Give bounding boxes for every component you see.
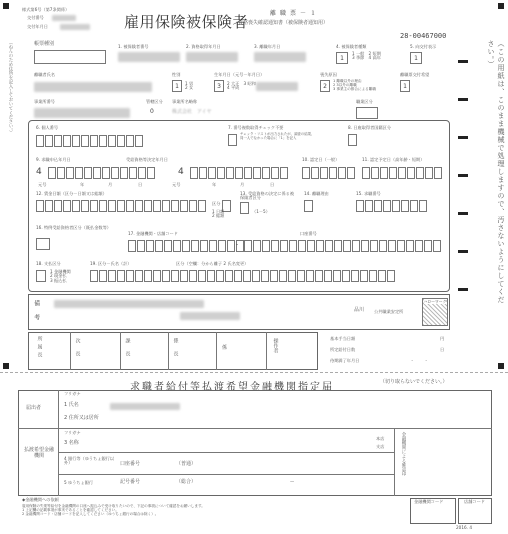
- label-daily-wage: 12. 賃金日額（区分－日額又は総額）: [36, 191, 107, 196]
- store-code-label: 店舗コード: [464, 499, 485, 504]
- unit-day-2: 日: [270, 182, 275, 187]
- label-insured-type: 4. 被保険者種類: [336, 44, 367, 49]
- date-prefix-2: 4: [178, 167, 184, 177]
- label-occupation: 職業区分: [356, 99, 373, 104]
- office-name-value: 株式会社 アイヤ: [172, 109, 212, 115]
- remarks-label: 備考: [32, 300, 40, 328]
- bank-code-cells: [128, 240, 244, 252]
- insured-class-box: [240, 202, 249, 214]
- wait-end-mark-1: ・: [410, 358, 415, 363]
- unit-year-2: 年: [212, 182, 217, 187]
- confirm-divider: [394, 428, 395, 496]
- label-office-name: 事業所名略称: [172, 99, 198, 104]
- label-nationality: 8. 日雇取得者国籍区分: [348, 125, 392, 130]
- bank-code-label: 金融機関コード: [414, 499, 444, 504]
- duplicate-check-box: [228, 134, 237, 146]
- base-amount-unit: 円: [440, 336, 445, 341]
- signoff-divider-1: [70, 332, 71, 370]
- label-gender: 性別: [172, 72, 181, 77]
- form-type-box: [34, 50, 106, 64]
- account-number-cells: [244, 240, 441, 252]
- leave-reason-box: [304, 200, 313, 212]
- bank-code-dash: -: [236, 241, 239, 248]
- unit-era-1: 元号: [38, 182, 47, 187]
- bottom-col-divider: [58, 390, 59, 496]
- occupation-box: [356, 107, 378, 119]
- daily-wage-cells: [36, 200, 206, 212]
- gender-options: 1 男 2 女: [185, 81, 194, 91]
- bottom-title: 求職者給付等払渡希望金融機関指定届: [130, 382, 334, 393]
- postal-bank-label: 5 ゆうちょ銀行: [64, 480, 94, 485]
- label-account-number: 口座番号: [300, 231, 317, 236]
- right-side-note: （この用紙は、このまま機械で処理しますので、汚さないようにしてください。）: [487, 40, 505, 304]
- duplicate-check-note: チェック・リストが出力されたが、調査の結果、同一人でなかった場合に「1」を記入: [240, 132, 315, 140]
- label-name: 離職者氏名: [34, 72, 55, 77]
- stamp-text: ハローワーク: [423, 299, 447, 304]
- job-application-date-cells: [48, 167, 155, 179]
- date-prefix-1: 4: [36, 167, 42, 177]
- label-planned-date: 11. 認定予定日（高年齢・短期）: [362, 157, 425, 162]
- role-dept-head: 所属長: [36, 336, 43, 360]
- label-leave-date: 3. 離職年月日: [254, 44, 281, 49]
- account-type: （普通）: [176, 461, 197, 467]
- applicant-label: 届出者: [26, 405, 42, 411]
- label-office-number: 事業所番号: [34, 99, 55, 104]
- bank-type-label: 4 銀行等（ゆうちょ銀行以外）: [64, 456, 115, 466]
- document-number: 28-00467000: [400, 32, 447, 40]
- reissue-request-value: 1: [400, 80, 410, 92]
- registration-mark-tr: [498, 3, 504, 9]
- label-acquire-date: 2. 資格取得年月日: [186, 44, 221, 49]
- registration-mark-br: [498, 363, 504, 369]
- office-stamp: [422, 298, 448, 326]
- signoff-divider-2: [120, 332, 121, 370]
- birth-era-value: 3: [214, 80, 224, 92]
- planned-date-cells: [362, 167, 442, 179]
- symbol-number-label: 記号番号: [120, 479, 141, 485]
- unit-year-1: 年: [80, 182, 85, 187]
- unit-era-2: 元号: [172, 182, 181, 187]
- applicant-name-label: 1 氏名: [64, 402, 79, 408]
- notes-title: ◆金融機関への依頼: [22, 497, 59, 502]
- label-bank-code: 17. 金融機関・店舗コード: [128, 231, 178, 236]
- bank-row-divider-2: [58, 474, 394, 475]
- redacted-leave-date: [254, 52, 306, 62]
- insured-type-options: 1 一般 2 短期 3 季節 4 高年: [352, 51, 381, 61]
- label-special-class: 16. 特例受給資格者区分（既払金数等）: [36, 225, 111, 230]
- edge-dashes: [458, 60, 472, 350]
- applicant-address-label: 2 住所又は居所: [64, 415, 99, 421]
- wage-class-options: 1 日額 2 総額: [212, 209, 225, 219]
- label-region: 管轄区分: [146, 99, 163, 104]
- form-number-label: 交付番号: [27, 15, 44, 20]
- certification-date-cells: [302, 167, 355, 179]
- symbol-type: （総合）: [176, 479, 197, 485]
- signoff-divider-3: [168, 332, 169, 370]
- nationality-box: [348, 134, 357, 146]
- bottom-row-divider: [18, 428, 492, 429]
- notes-body: 雇用保険の失業等給付を金融機関の口座へ振込みで受け取りたいので、下記の事項について確認をお願いします。 1 上記欄の記載事項が事実であることを確認してください。 2 金融機関コード・店舗コードを記入してください（ゆうちょ銀行の場合は除く）。: [22, 504, 205, 516]
- reissue-value: 1: [410, 52, 422, 64]
- unit-month-2: 月: [240, 182, 245, 187]
- role-deputy: 次長: [74, 338, 81, 364]
- bank-row-divider-1: [58, 452, 394, 453]
- bank-confirm-label: 金融機関による確認印: [401, 432, 406, 476]
- bottom-title-note: （切り取らないでください。）: [380, 379, 448, 385]
- label-job-number: 15. 求職番号: [356, 191, 381, 196]
- gender-value: 1: [172, 80, 182, 92]
- role-unit-chief: 係長: [172, 338, 179, 364]
- unit-month-1: 月: [108, 182, 113, 187]
- symbol-dash: —: [290, 479, 295, 484]
- role-operator: 操作者: [272, 338, 279, 353]
- label-loss-reason: 喪失原因: [320, 72, 337, 77]
- label-job-application-date: 9. 求職申込年月日: [36, 157, 71, 162]
- left-side-note: （ねんのため住所を記入しておいてください。）: [8, 40, 13, 135]
- eligibility-date-cells: [190, 167, 288, 179]
- region-value: 0: [150, 108, 154, 115]
- redacted-office-number: [34, 108, 130, 118]
- signoff-divider-4: [216, 332, 217, 370]
- insured-class-options: （1－5）: [252, 209, 270, 214]
- label-insured-class: 13. 受給資格の決定に係る被保険者区分: [240, 191, 295, 201]
- label-duplicate-check: 7. 番号複数取得チェック不要: [228, 125, 284, 130]
- payment-type-box: [36, 270, 46, 282]
- role-staff: 係: [222, 345, 228, 351]
- redacted-remarks-2: [180, 312, 240, 320]
- payment-type-options: 1 金融機関 2 現金払 3 振込払: [50, 269, 71, 283]
- label-benefit-days: 所定給付日数: [330, 347, 356, 352]
- registration-mark-bl: [3, 363, 9, 369]
- bank-name-label: 3 名称: [64, 440, 79, 446]
- furigana-1: フリガナ: [64, 391, 81, 396]
- account-number-label: 口座番号: [120, 461, 141, 467]
- special-class-box: [36, 238, 50, 250]
- payee-label: 払渡希望金融機関: [23, 447, 54, 459]
- loss-reason-options: 1 離職以外の理由 2 3以外の離職 3 事業主の都合による離職: [333, 79, 376, 91]
- role-section-chief: 課長: [124, 338, 131, 364]
- label-eligibility-date: 受給資格等決定年月日: [126, 157, 168, 162]
- label-payment-type: 18. 支払区分: [36, 261, 61, 266]
- label-name-class-sub: 区分（空欄：分から離子 2 氏名変更）: [176, 261, 249, 266]
- subtitle-top: 離職票－１: [270, 10, 321, 17]
- redacted-issue-date: [60, 24, 90, 30]
- unit-day-1: 日: [138, 182, 143, 187]
- label-certification-date: 10. 認定日（一般）: [302, 157, 340, 162]
- label-base-amount: 基本手当日額: [330, 336, 356, 341]
- label-personal-number: 6. 個人番号: [36, 125, 59, 130]
- subtitle-bottom: 資格喪失確認通知書（被保険者通知用）: [238, 20, 329, 26]
- loss-reason-value: 2: [320, 80, 330, 92]
- label-form-type: 帳票種別: [34, 41, 55, 47]
- issue-date-label: 交付年月日: [27, 24, 48, 29]
- redacted-acquire-date: [186, 52, 238, 62]
- footer-year: 2016. 4: [456, 525, 472, 530]
- branch-sub: 支店: [376, 444, 385, 449]
- name-class-cells: [90, 270, 395, 282]
- office-city: 品川: [354, 307, 365, 313]
- tear-line: [0, 372, 508, 373]
- redacted-form-number: [52, 15, 76, 21]
- redacted-remarks-1: [54, 300, 204, 308]
- label-wage-class: 区分: [212, 201, 221, 206]
- form-type: 様式第6号（第7条関係）: [22, 7, 70, 12]
- benefit-days-unit: 日: [440, 347, 445, 352]
- registration-mark-tl: [3, 3, 9, 9]
- branch-head: 本店: [376, 436, 385, 441]
- insured-type-value: 1: [336, 52, 348, 64]
- page-title: 雇用保険被保険者: [124, 13, 249, 31]
- redacted-name: [34, 82, 152, 92]
- wait-end-mark-2: ・: [424, 358, 429, 363]
- label-birth: 生年月日（元号－年月日）: [214, 72, 265, 77]
- furigana-2: フリガナ: [64, 430, 81, 435]
- job-number-cells: [356, 200, 427, 212]
- redacted-birth-date: [256, 82, 298, 91]
- label-reissue-request: 離職票交付希望: [400, 72, 430, 77]
- label-insured-number: 1. 被保険者番号: [118, 44, 149, 49]
- label-leave-reason: 14. 離職理由: [304, 191, 329, 196]
- redacted-applicant-name: [110, 403, 180, 410]
- redacted-insured-number: [118, 52, 180, 62]
- office-label: 公共職業安定所: [374, 309, 404, 314]
- label-wait-end: 待期満了年月日: [330, 358, 360, 363]
- label-name-class: 19. 区分－氏名（計）: [90, 261, 132, 266]
- personal-number-cells: [36, 135, 143, 147]
- birth-options: 2 大正 3 昭和 4 平成: [227, 81, 256, 91]
- label-reissue: 5. 向交付表示: [410, 44, 437, 49]
- signoff-divider-5: [266, 332, 267, 370]
